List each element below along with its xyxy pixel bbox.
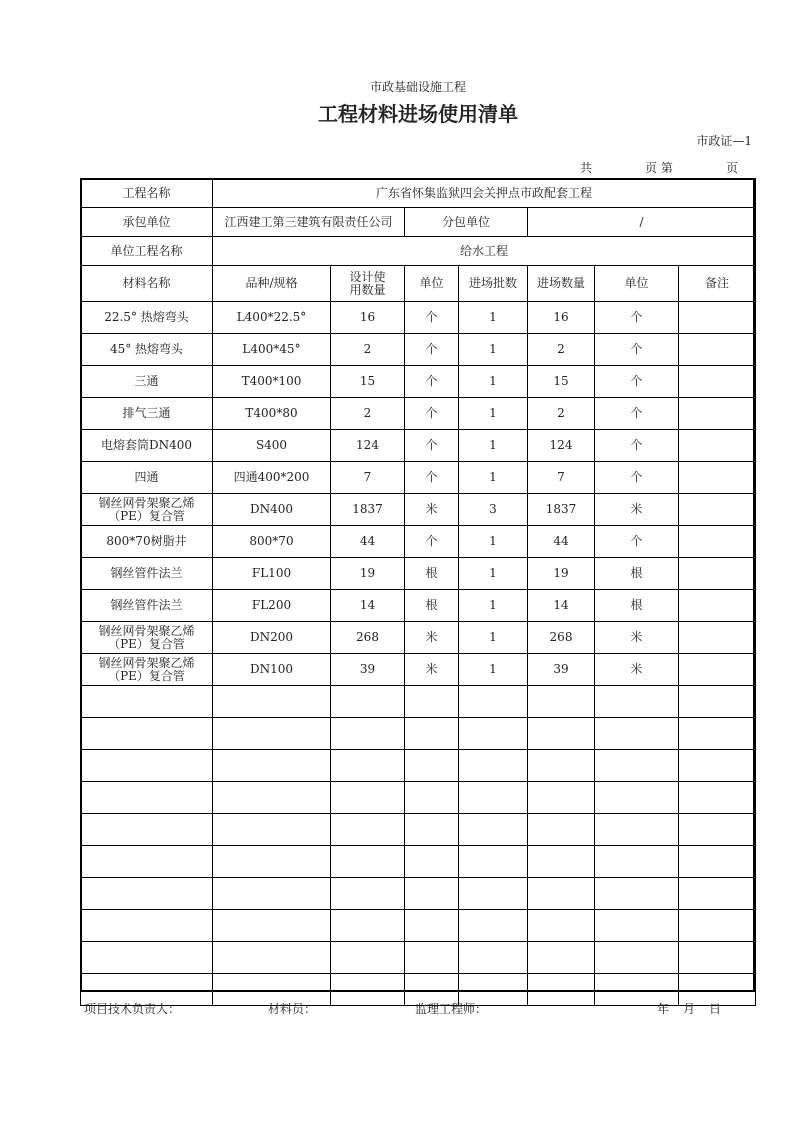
cell-unit: 根 [405, 558, 459, 590]
empty-cell [81, 846, 213, 878]
cell-unit-2: 个 [595, 430, 679, 462]
project-name-value: 广东省怀集监狱四会关押点市政配套工程 [213, 179, 756, 208]
cell-remarks [679, 334, 756, 366]
table-row [81, 462, 756, 494]
cell-batches: 1 [459, 334, 528, 366]
empty-cell [331, 782, 405, 814]
empty-row [81, 718, 756, 750]
col-unit: 单位 [405, 266, 459, 302]
cell-entry-qty: 2 [528, 398, 595, 430]
empty-cell [595, 750, 679, 782]
cell-remarks [679, 462, 756, 494]
empty-cell [595, 686, 679, 718]
empty-cell [459, 910, 528, 942]
empty-cell [459, 750, 528, 782]
empty-cell [81, 878, 213, 910]
table-row [81, 654, 756, 686]
cell-unit-2: 个 [595, 334, 679, 366]
empty-row [81, 910, 756, 942]
cell-entry-qty: 2 [528, 334, 595, 366]
cell-material: 22.5° 热熔弯头 [81, 302, 213, 334]
empty-cell [213, 878, 331, 910]
cell-remarks [679, 558, 756, 590]
unit-project-value: 给水工程 [213, 237, 756, 266]
cell-unit: 个 [405, 398, 459, 430]
cell-spec: DN400 [213, 494, 331, 526]
cell-material: 钢丝网骨架聚乙烯（PE）复合管 [81, 622, 213, 654]
table-row [81, 398, 756, 430]
empty-cell [405, 846, 459, 878]
cell-entry-qty: 44 [528, 526, 595, 558]
empty-row [81, 942, 756, 974]
cell-batches: 1 [459, 366, 528, 398]
cell-unit: 根 [405, 590, 459, 622]
cell-material: 三通 [81, 366, 213, 398]
cell-material: 电熔套筒DN400 [81, 430, 213, 462]
cell-material: 45° 热熔弯头 [81, 334, 213, 366]
cell-design-qty: 268 [331, 622, 405, 654]
empty-cell [595, 846, 679, 878]
table-row [81, 590, 756, 622]
empty-cell [679, 814, 756, 846]
form-code: 市政证—1 [696, 134, 752, 148]
material-clerk-label: 材料员： [268, 1002, 317, 1016]
empty-cell [528, 782, 595, 814]
empty-cell [595, 814, 679, 846]
cell-unit: 米 [405, 494, 459, 526]
cell-material: 四通 [81, 462, 213, 494]
empty-cell [405, 910, 459, 942]
cell-entry-qty: 14 [528, 590, 595, 622]
cell-material: 钢丝管件法兰 [81, 558, 213, 590]
cell-unit-2: 个 [595, 302, 679, 334]
empty-cell [81, 750, 213, 782]
empty-cell [528, 974, 595, 1006]
page-total-label: 共 [580, 161, 593, 175]
empty-cell [679, 782, 756, 814]
cell-spec: FL100 [213, 558, 331, 590]
cell-unit: 米 [405, 654, 459, 686]
cell-spec: S400 [213, 430, 331, 462]
project-name-label: 工程名称 [81, 179, 213, 208]
empty-cell [595, 878, 679, 910]
table-row [81, 366, 756, 398]
empty-cell [331, 814, 405, 846]
empty-cell [331, 750, 405, 782]
cell-design-qty: 39 [331, 654, 405, 686]
subcontractor-value: / [528, 208, 756, 237]
cell-spec: FL200 [213, 590, 331, 622]
cell-batches: 1 [459, 622, 528, 654]
cell-entry-qty: 1837 [528, 494, 595, 526]
empty-row [81, 686, 756, 718]
cell-spec: T400*80 [213, 398, 331, 430]
col-spec: 品种/规格 [213, 266, 331, 302]
table-row [81, 334, 756, 366]
empty-cell [331, 846, 405, 878]
cell-entry-qty: 124 [528, 430, 595, 462]
empty-cell [595, 782, 679, 814]
empty-cell [81, 814, 213, 846]
cell-unit-2: 个 [595, 462, 679, 494]
cell-remarks [679, 430, 756, 462]
empty-cell [459, 878, 528, 910]
empty-cell [213, 910, 331, 942]
page-label: 页 第 [645, 161, 673, 175]
empty-cell [213, 718, 331, 750]
cell-unit: 个 [405, 334, 459, 366]
unit-project-label: 单位工程名称 [81, 237, 213, 266]
empty-cell [528, 942, 595, 974]
empty-cell [679, 686, 756, 718]
empty-cell [331, 910, 405, 942]
table-row [81, 430, 756, 462]
empty-cell [213, 782, 331, 814]
col-remarks: 备注 [679, 266, 756, 302]
empty-cell [81, 942, 213, 974]
empty-cell [595, 910, 679, 942]
cell-design-qty: 15 [331, 366, 405, 398]
cell-remarks [679, 398, 756, 430]
empty-cell [528, 910, 595, 942]
cell-design-qty: 2 [331, 334, 405, 366]
empty-cell [405, 942, 459, 974]
empty-cell [459, 782, 528, 814]
cell-entry-qty: 16 [528, 302, 595, 334]
cell-batches: 1 [459, 654, 528, 686]
empty-cell [213, 750, 331, 782]
col-entry-qty: 进场数量 [528, 266, 595, 302]
cell-batches: 1 [459, 462, 528, 494]
cell-design-qty: 2 [331, 398, 405, 430]
cell-design-qty: 16 [331, 302, 405, 334]
cell-unit-2: 个 [595, 366, 679, 398]
empty-cell [679, 910, 756, 942]
cell-material: 钢丝网骨架聚乙烯（PE）复合管 [81, 494, 213, 526]
col-design-qty: 设计使用数量 [331, 266, 405, 302]
empty-cell [81, 686, 213, 718]
day-label: 日 [709, 1002, 722, 1016]
subcontractor-label: 分包单位 [405, 208, 528, 237]
col-unit-2: 单位 [595, 266, 679, 302]
table-row [81, 558, 756, 590]
cell-design-qty: 7 [331, 462, 405, 494]
cell-unit-2: 米 [595, 622, 679, 654]
cell-unit: 个 [405, 366, 459, 398]
empty-cell [595, 718, 679, 750]
empty-cell [81, 910, 213, 942]
cell-material: 钢丝管件法兰 [81, 590, 213, 622]
cell-unit-2: 根 [595, 590, 679, 622]
month-label: 月 [683, 1002, 696, 1016]
cell-remarks [679, 366, 756, 398]
cell-design-qty: 19 [331, 558, 405, 590]
supervisor-label: 监理工程师： [415, 1002, 488, 1016]
cell-unit-2: 个 [595, 398, 679, 430]
empty-cell [679, 846, 756, 878]
empty-cell [679, 750, 756, 782]
cell-entry-qty: 15 [528, 366, 595, 398]
empty-cell [405, 814, 459, 846]
form-supertitle: 市政基础设施工程 [369, 80, 466, 94]
empty-cell [213, 814, 331, 846]
cell-batches: 1 [459, 590, 528, 622]
cell-spec: 四通400*200 [213, 462, 331, 494]
cell-spec: DN100 [213, 654, 331, 686]
cell-remarks [679, 494, 756, 526]
year-label: 年 [657, 1002, 670, 1016]
page-end-label: 页 [726, 161, 739, 175]
cell-remarks [679, 590, 756, 622]
cell-spec: DN200 [213, 622, 331, 654]
cell-spec: 800*70 [213, 526, 331, 558]
empty-cell [679, 878, 756, 910]
table-row [81, 302, 756, 334]
empty-cell [459, 686, 528, 718]
empty-cell [528, 814, 595, 846]
table-row [81, 622, 756, 654]
cell-spec: L400*22.5° [213, 302, 331, 334]
empty-cell [213, 942, 331, 974]
cell-batches: 1 [459, 526, 528, 558]
empty-cell [81, 782, 213, 814]
contractor-label: 承包单位 [81, 208, 213, 237]
empty-row [81, 750, 756, 782]
empty-cell [331, 878, 405, 910]
cell-unit-2: 个 [595, 526, 679, 558]
cell-entry-qty: 268 [528, 622, 595, 654]
empty-cell [528, 750, 595, 782]
empty-cell [81, 718, 213, 750]
cell-batches: 1 [459, 302, 528, 334]
empty-cell [595, 942, 679, 974]
empty-cell [405, 750, 459, 782]
cell-batches: 1 [459, 430, 528, 462]
cell-entry-qty: 19 [528, 558, 595, 590]
empty-row [81, 782, 756, 814]
cell-material: 排气三通 [81, 398, 213, 430]
empty-cell [213, 846, 331, 878]
empty-cell [528, 846, 595, 878]
form-title: 工程材料进场使用清单 [318, 102, 518, 126]
col-material: 材料名称 [81, 266, 213, 302]
cell-unit-2: 根 [595, 558, 679, 590]
table-row [81, 526, 756, 558]
col-batches: 进场批数 [459, 266, 528, 302]
empty-row [81, 878, 756, 910]
cell-material: 800*70树脂井 [81, 526, 213, 558]
empty-cell [528, 878, 595, 910]
empty-cell [331, 718, 405, 750]
cell-batches: 1 [459, 558, 528, 590]
cell-unit-2: 米 [595, 494, 679, 526]
empty-cell [528, 718, 595, 750]
empty-cell [528, 686, 595, 718]
cell-unit: 个 [405, 526, 459, 558]
cell-unit: 个 [405, 430, 459, 462]
cell-design-qty: 1837 [331, 494, 405, 526]
cell-unit: 个 [405, 462, 459, 494]
cell-design-qty: 14 [331, 590, 405, 622]
empty-cell [459, 846, 528, 878]
materials-table [80, 178, 756, 1006]
tech-lead-label: 项目技术负责人： [84, 1002, 181, 1016]
cell-entry-qty: 39 [528, 654, 595, 686]
cell-batches: 3 [459, 494, 528, 526]
empty-cell [405, 718, 459, 750]
table-row [81, 494, 756, 526]
empty-cell [213, 686, 331, 718]
empty-cell [679, 942, 756, 974]
cell-remarks [679, 526, 756, 558]
empty-row [81, 814, 756, 846]
contractor-value: 江西建工第三建筑有限责任公司 [213, 208, 405, 237]
empty-cell [405, 878, 459, 910]
cell-material: 钢丝网骨架聚乙烯（PE）复合管 [81, 654, 213, 686]
cell-unit: 个 [405, 302, 459, 334]
empty-cell [331, 942, 405, 974]
cell-design-qty: 44 [331, 526, 405, 558]
empty-cell [459, 942, 528, 974]
empty-cell [405, 782, 459, 814]
empty-cell [331, 686, 405, 718]
cell-unit: 米 [405, 622, 459, 654]
cell-design-qty: 124 [331, 430, 405, 462]
empty-cell [405, 686, 459, 718]
cell-remarks [679, 622, 756, 654]
cell-remarks [679, 654, 756, 686]
empty-row [81, 846, 756, 878]
cell-entry-qty: 7 [528, 462, 595, 494]
cell-remarks [679, 302, 756, 334]
empty-cell [459, 814, 528, 846]
cell-batches: 1 [459, 398, 528, 430]
empty-cell [679, 718, 756, 750]
cell-spec: T400*100 [213, 366, 331, 398]
empty-cell [459, 718, 528, 750]
cell-spec: L400*45° [213, 334, 331, 366]
cell-unit-2: 米 [595, 654, 679, 686]
empty-cell [331, 974, 405, 1006]
